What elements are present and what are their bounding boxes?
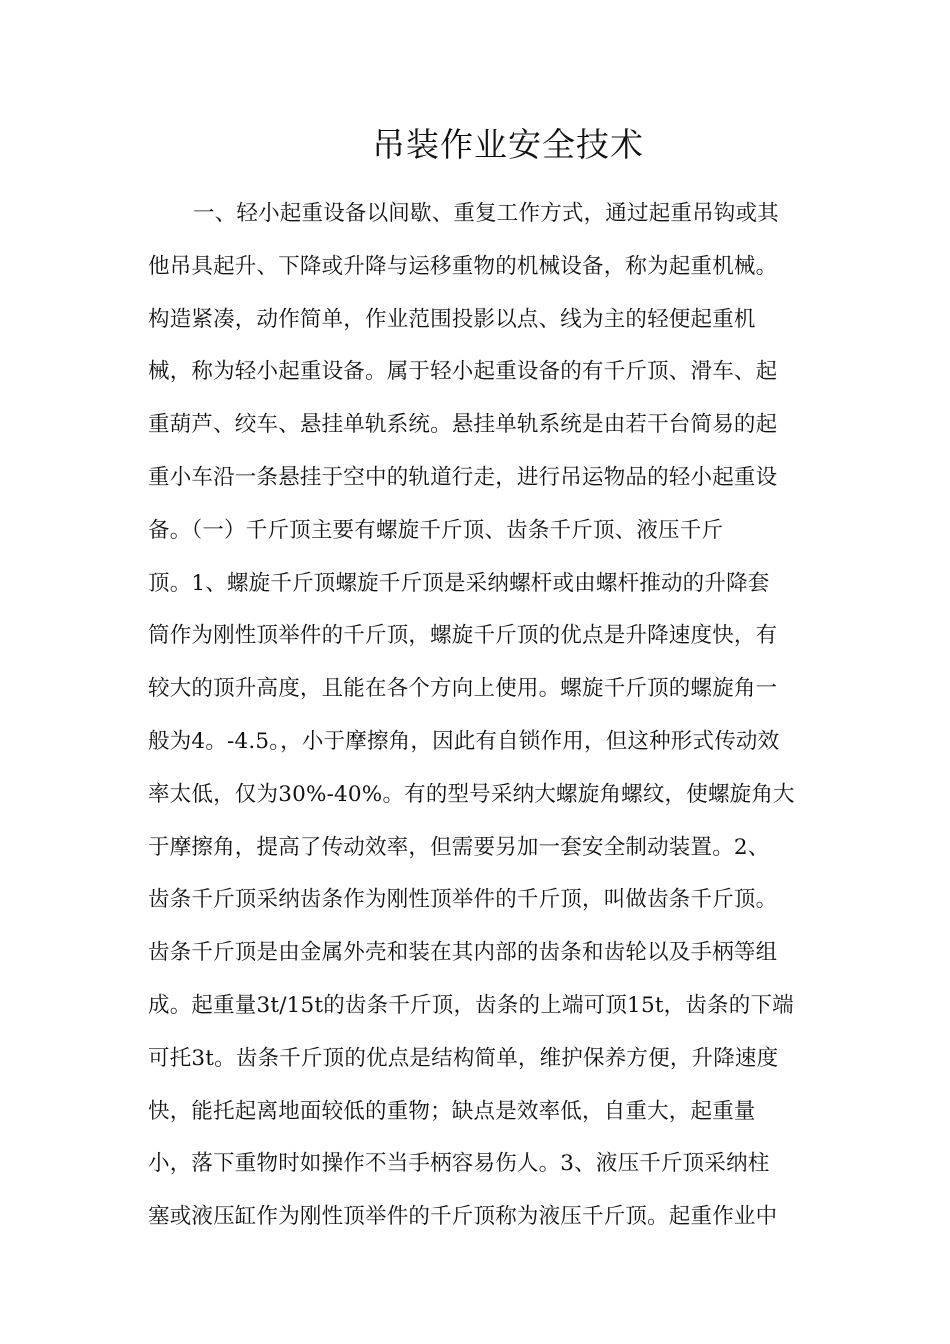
text-line: 重葫芦、绞车、悬挂单轨系统。悬挂单轨系统是由若干台简易的起 (148, 412, 778, 438)
text-line: 快，能托起离地面较低的重物；缺点是效率低，自重大，起重量 (148, 1098, 756, 1124)
text-line: 械，称为轻小起重设备。属于轻小起重设备的有千斤顶、滑车、起 (148, 359, 778, 385)
text-line: 成。起重量3t/15t的齿条千斤顶，齿条的上端可顶15t，齿条的下端 (148, 992, 794, 1018)
text-line: 于摩擦角，提高了传动效率，但需要另加一套安全制动装置。2、 (148, 834, 770, 860)
body-paragraph (148, 194, 808, 1250)
text-line: 齿条千斤顶采纳齿条作为刚性顶举件的千斤顶，叫做齿条千斤顶。 (148, 887, 778, 913)
text-line: 构造紧凑，动作简单，作业范围投影以点、线为主的轻便起重机 (148, 306, 756, 332)
text-line: 重小车沿一条悬挂于空中的轨道行走，进行吊运物品的轻小起重设 (148, 464, 778, 490)
text-line: 备。（一）千斤顶主要有螺旋千斤顶、齿条千斤顶、液压千斤 (148, 517, 724, 543)
text-line: 齿条千斤顶是由金属外壳和装在其内部的齿条和齿轮以及手柄等组 (148, 940, 778, 966)
page-title: 吊装作业安全技术 (372, 125, 644, 164)
text-line: 一、轻小起重设备以间歇、重复工作方式，通过起重吊钩或其 (193, 201, 779, 226)
text-line: 顶。1、螺旋千斤顶螺旋千斤顶是采纳螺杆或由螺杆推动的升降套 (148, 570, 770, 596)
text-line: 筒作为刚性顶举件的千斤顶，螺旋千斤顶的优点是升降速度快，有 (148, 623, 778, 649)
text-line: 较大的顶升高度，且能在各个方向上使用。螺旋千斤顶的螺旋角一 (148, 676, 778, 702)
text-line: 可托3t。齿条千斤顶的优点是结构简单，维护保养方便，升降速度 (148, 1045, 779, 1071)
text-line: 小，落下重物时如操作不当手柄容易伤人。3、液压千斤顶采纳柱 (148, 1151, 770, 1177)
text-line: 率太低，仅为30%-40%。有的型号采纳大螺旋角螺纹，使螺旋角大 (148, 781, 795, 807)
text-line: 般为4。-4.5。，小于摩擦角，因此有自锁作用，但这种形式传动效 (148, 728, 780, 754)
text-line: 他吊具起升、下降或升降与运移重物的机械设备，称为起重机械。 (148, 253, 778, 279)
text-line: 塞或液压缸作为刚性顶举件的千斤顶称为液压千斤顶。起重作业中 (148, 1204, 778, 1230)
